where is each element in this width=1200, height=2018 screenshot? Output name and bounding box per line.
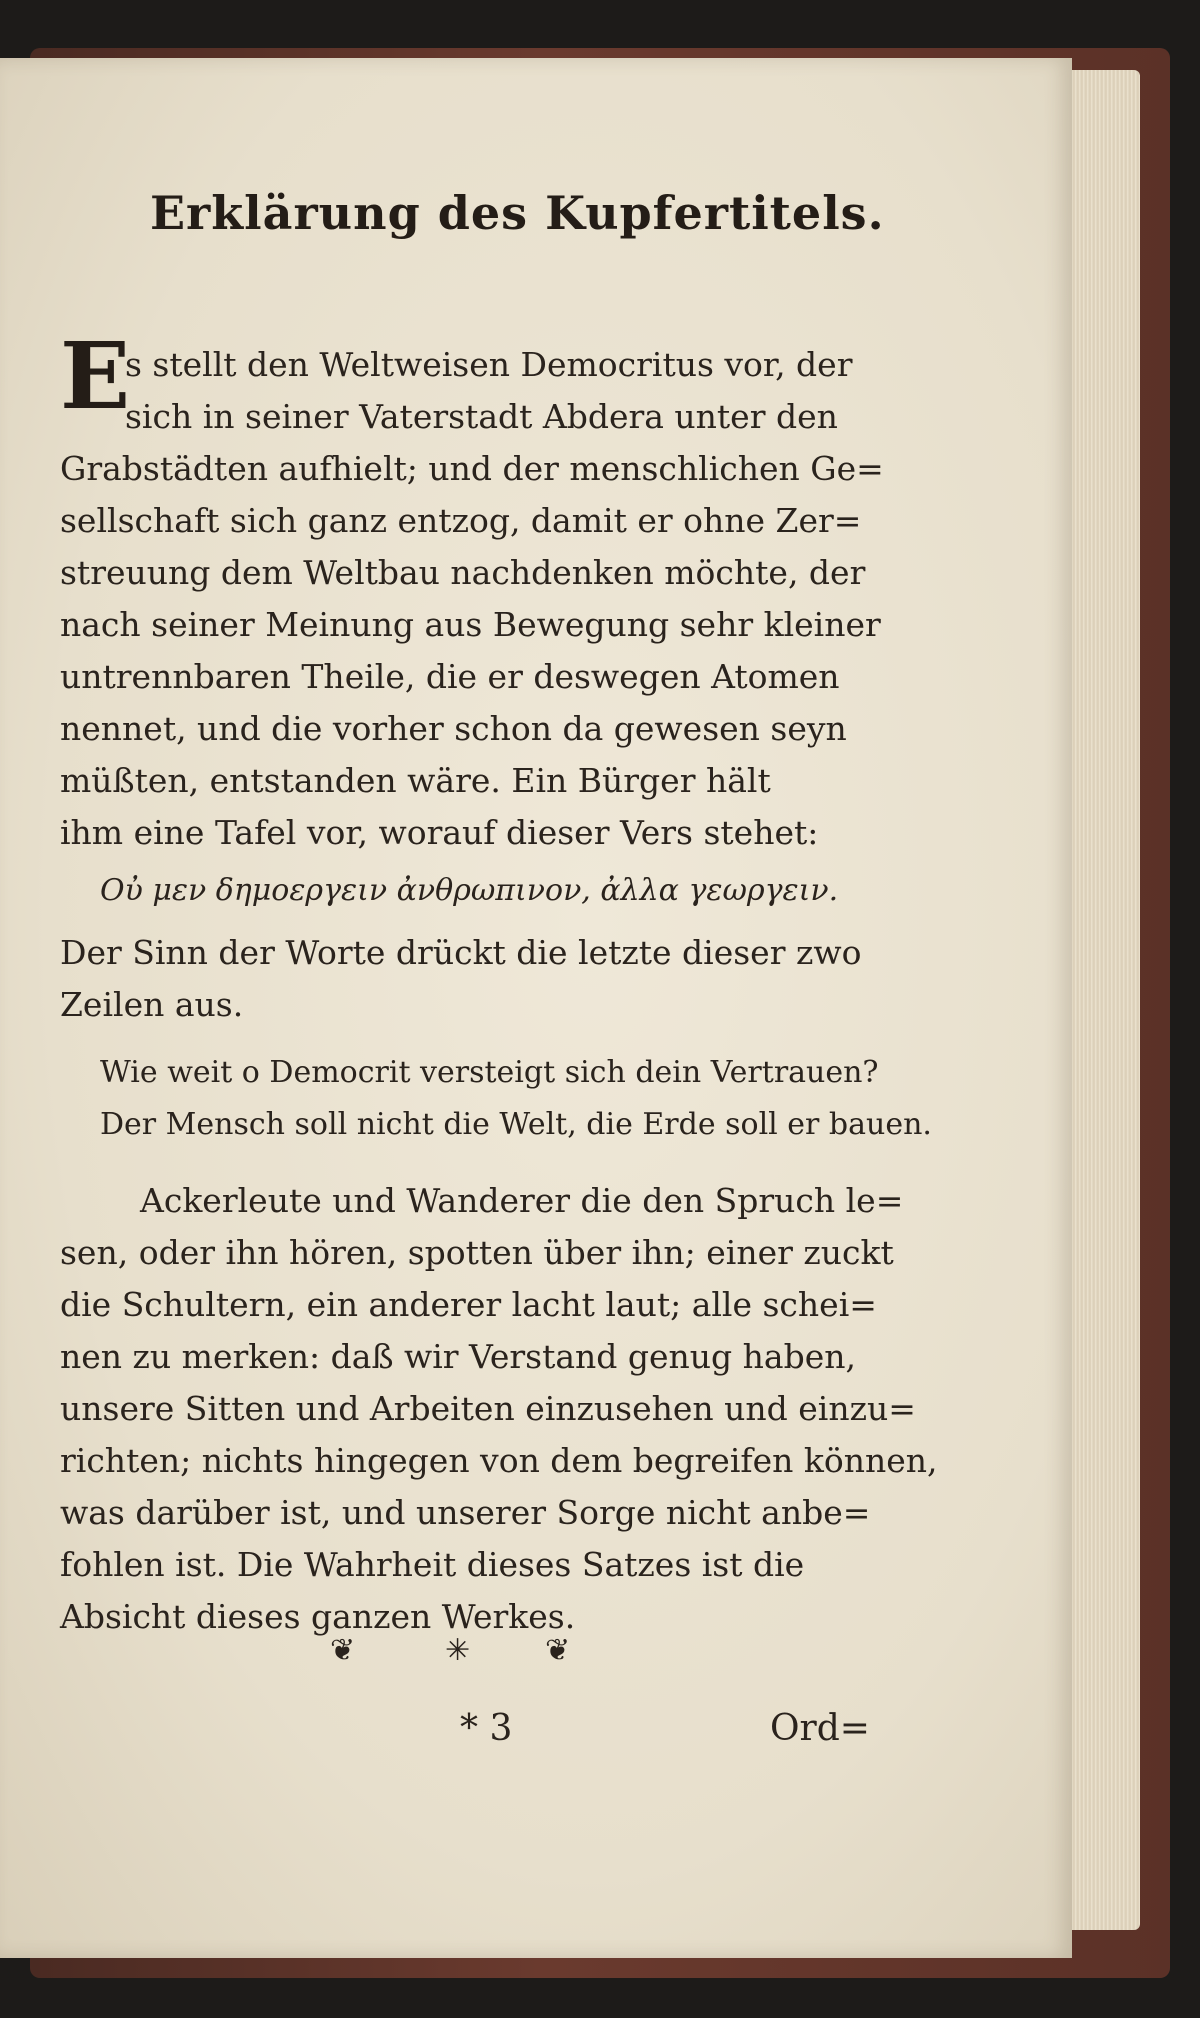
text-line: die Schultern, ein anderer lacht laut; alle schei=	[60, 1285, 877, 1324]
text-line: nen zu merken: daß wir Verstand genug haben,	[60, 1337, 856, 1376]
text-line: fohlen ist. Die Wahrheit dieses Satzes ist die	[60, 1545, 805, 1584]
page-edges	[1060, 70, 1140, 1930]
book-page	[0, 58, 1072, 1958]
ornament-left-icon: ❦	[330, 1633, 356, 1668]
text-line: streuung dem Weltbau nachdenken möchte, der	[60, 553, 866, 592]
text-line: sen, oder ihn hören, spotten über ihn; einer zuckt	[60, 1233, 894, 1272]
greek-verse: Οὐ μεν δημοεργειν ἀνθρωπινον, ἀλλα γεωργειν.	[100, 873, 839, 908]
page-title: Erklärung des Kupfertitels.	[150, 186, 885, 240]
text-line: Der Sinn der Worte drückt die letzte dieser zwo	[60, 933, 862, 972]
text-line: nennet, und die vorher schon da gewesen seyn	[60, 709, 847, 748]
drop-capital: E	[60, 322, 131, 430]
verse-line: Der Mensch soll nicht die Welt, die Erde soll er bauen.	[100, 1107, 932, 1142]
text-line: Grabstädten aufhielt; und der menschlichen Ge=	[60, 449, 884, 488]
text-line: s stellt den Weltweisen Democritus vor, der	[125, 345, 853, 384]
text-line: sellschaft sich ganz entzog, damit er ohne Zer=	[60, 501, 862, 540]
text-line: müßten, entstanden wäre. Ein Bürger hält	[60, 761, 771, 800]
signature-mark: * 3	[460, 1708, 513, 1749]
catchword: Ord=	[770, 1708, 870, 1749]
text-line: sich in seiner Vaterstadt Abdera unter den	[125, 397, 838, 436]
ornament-right-icon: ❦	[545, 1633, 571, 1668]
text-line: richten; nichts hingegen von dem begreifen können,	[60, 1441, 938, 1480]
text-line: ihm eine Tafel vor, worauf dieser Vers stehet:	[60, 813, 819, 852]
text-line: Absicht dieses ganzen Werkes.	[60, 1597, 576, 1636]
ornament-star-icon: ✳	[445, 1633, 471, 1668]
text-line: unsere Sitten und Arbeiten einzusehen und einzu=	[60, 1389, 916, 1428]
text-line: untrennbaren Theile, die er deswegen Atomen	[60, 657, 840, 696]
text-line: Ackerleute und Wanderer die den Spruch le=	[140, 1181, 904, 1220]
text-line: Zeilen aus.	[60, 985, 244, 1024]
text-line: nach seiner Meinung aus Bewegung sehr kleiner	[60, 605, 881, 644]
text-line: was darüber ist, und unserer Sorge nicht anbe=	[60, 1493, 871, 1532]
verse-line: Wie weit o Democrit versteigt sich dein Vertrauen?	[100, 1055, 879, 1090]
